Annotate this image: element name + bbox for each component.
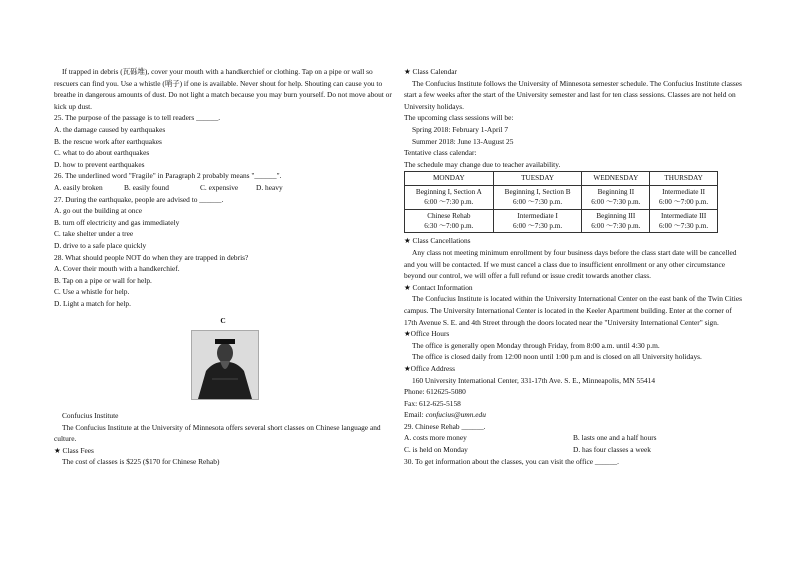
option-row bbox=[404, 444, 742, 456]
option: C. take shelter under a tree bbox=[54, 229, 134, 239]
contact-information-heading: ★ Contact Information bbox=[404, 282, 473, 292]
fax-number: Fax: 612-625-5158 bbox=[404, 398, 461, 408]
office-hours-line: The office is generally open Monday through Friday, from 8:00 a.m. until 4:30 p.m. bbox=[412, 340, 660, 350]
class-fees-heading: ★ Class Fees bbox=[54, 445, 94, 455]
column-header: MONDAY bbox=[405, 172, 494, 185]
option: A. the damage caused by earthquakes bbox=[54, 124, 166, 134]
left-column bbox=[54, 66, 392, 468]
table-cell: Chinese Rehab 6:30 ～7:00 p.m. bbox=[405, 209, 494, 233]
option: C. expensive bbox=[200, 182, 239, 192]
office-hours-heading: ★Office Hours bbox=[404, 329, 450, 339]
class-cancellations-text: Any class not meeting minimum enrollment by four business days before the class start date will be cancelled and you will be contacted. If we must cancel a class due to insufficient enrollment or any other circumstance beyond our control, we will offer a full refund or issue credit towards another class. bbox=[404, 247, 737, 281]
option: A. Cover their mouth with a handkerchief. bbox=[54, 264, 180, 274]
class-cancellations-heading: ★ Class Cancellations bbox=[404, 236, 471, 246]
email-line: Email: confucius@umn.edu bbox=[404, 410, 486, 420]
option: B. the rescue work after earthquakes bbox=[54, 136, 162, 146]
session-item: Spring 2018: February 1-April 7 bbox=[412, 124, 509, 134]
question-26 bbox=[54, 170, 392, 193]
class-calendar-heading: ★ Class Calendar bbox=[404, 67, 458, 76]
table-cell: Intermediate I 6:00 ～7:30 p.m. bbox=[493, 209, 582, 233]
class-calendar-text: The Confucius Institute follows the University of Minnesota semester schedule. The Confucius Institute classes start a few weeks after the start of the University semester and last for ten class sessions. Classes are not held on University holidays. bbox=[404, 78, 742, 111]
table-cell: Intermediate III 6:00 ～7:30 p.m. bbox=[650, 209, 718, 233]
section-label: C bbox=[220, 316, 226, 326]
question-27 bbox=[54, 194, 392, 252]
option: A. go out the building at once bbox=[54, 206, 143, 216]
right-column bbox=[404, 66, 742, 467]
option: D. Light a match for help. bbox=[54, 298, 131, 308]
question-stem: 27. During the earthquake, people are advised to ______. bbox=[54, 194, 224, 204]
table-row bbox=[405, 209, 718, 233]
table-cell: Beginning III 6:00 ～7:30 p.m. bbox=[582, 209, 650, 233]
table-cell: Beginning I, Section B 6:00 ～7:30 p.m. bbox=[493, 185, 582, 209]
column-header: WEDNESDAY bbox=[582, 172, 650, 185]
option: D. has four classes a week bbox=[573, 445, 651, 455]
question-28 bbox=[54, 252, 392, 310]
option: B. lasts one and a half hours bbox=[573, 433, 657, 443]
column-header: THURSDAY bbox=[650, 172, 718, 185]
option: B. easily found bbox=[124, 182, 169, 192]
phone-number: Phone: 612625-5080 bbox=[404, 387, 466, 397]
option: D. drive to a safe place quickly bbox=[54, 240, 147, 250]
office-hours-line: The office is closed daily from 12:00 noon until 1:00 p.m and is closed on all University holidays. bbox=[412, 352, 702, 362]
question-30-stem: 30. To get information about the classes, you can visit the office ______. bbox=[404, 456, 619, 466]
question-stem: 26. The underlined word "Fragile" in Paragraph 2 probably means "______". bbox=[54, 171, 282, 181]
question-stem: 28. What should people NOT do when they are trapped in debris? bbox=[54, 252, 249, 262]
passage-heading: Confucius Institute bbox=[62, 411, 119, 421]
option: A. costs more money bbox=[404, 433, 467, 443]
tentative-calendar-label: Tentative class calendar: bbox=[404, 148, 477, 158]
schedule-note: The schedule may change due to teacher availability. bbox=[404, 159, 561, 169]
table-cell: Intermediate II 6:00 ～7:00 p.m. bbox=[650, 185, 718, 209]
option: B. Tap on a pipe or wall for help. bbox=[54, 275, 152, 285]
option: C. is held on Monday bbox=[404, 445, 468, 455]
office-address-heading: ★Office Address bbox=[404, 363, 456, 373]
contact-information-text: The Confucius Institute is located within the University International Center on the east bank of the Twin Cities campus. The University International Center is located in the Keeler Apartment building. Enter at the corner of 17th Avenue S. E. and 4th Street through the doors located near the "University International Center" sign. bbox=[404, 294, 743, 327]
question-stem: 25. The purpose of the passage is to tell readers ______. bbox=[54, 113, 221, 123]
option-row bbox=[404, 432, 742, 444]
intro-paragraph: The Confucius Institute at the University of Minnesota offers several short classes on Chinese language and culture. bbox=[54, 422, 381, 444]
confucius-portrait-image bbox=[191, 330, 259, 400]
class-fees-text: The cost of classes is $225 ($170 for Chinese Rehab) bbox=[62, 457, 220, 467]
option: B. turn off electricity and gas immediately bbox=[54, 217, 180, 227]
session-item: Summer 2018: June 13-August 25 bbox=[412, 136, 514, 146]
table-header-row bbox=[405, 172, 718, 185]
passage-paragraph: If trapped in debris (瓦砾堆), cover your mouth with a handkerchief or clothing. Tap on a pipe or wall so rescuers can find you. Use a whistle (哨子) if one is available. Never shout for help. Shouting can cause you to breathe in dangerous amounts of dust. Do not light a match because you may burn yourself. Do not move about or kick up dust. bbox=[54, 67, 392, 111]
option: D. heavy bbox=[256, 182, 283, 192]
option: A. easily broken bbox=[54, 182, 103, 192]
option: D. how to prevent earthquakes bbox=[54, 159, 145, 169]
question-stem: 29. Chinese Rehab ______. bbox=[404, 421, 486, 431]
email-address: confucius@umn.edu bbox=[425, 410, 486, 420]
question-25 bbox=[54, 112, 392, 170]
question-29 bbox=[404, 421, 742, 456]
sessions-intro: The upcoming class sessions will be: bbox=[404, 113, 514, 123]
table-row bbox=[405, 185, 718, 209]
option: C. what to do about earthquakes bbox=[54, 148, 150, 158]
inline-options bbox=[54, 182, 392, 194]
option: C. Use a whistle for help. bbox=[54, 287, 130, 297]
office-address-text: 160 University International Center, 331-17th Ave. S. E., Minneapolis, MN 55414 bbox=[412, 375, 656, 385]
table-cell: Beginning I, Section A 6:00 ～7:30 p.m. bbox=[405, 185, 494, 209]
table-cell: Beginning II 6:00 ～7:30 p.m. bbox=[582, 185, 650, 209]
column-header: TUESDAY bbox=[493, 172, 582, 185]
schedule-table bbox=[404, 171, 718, 233]
